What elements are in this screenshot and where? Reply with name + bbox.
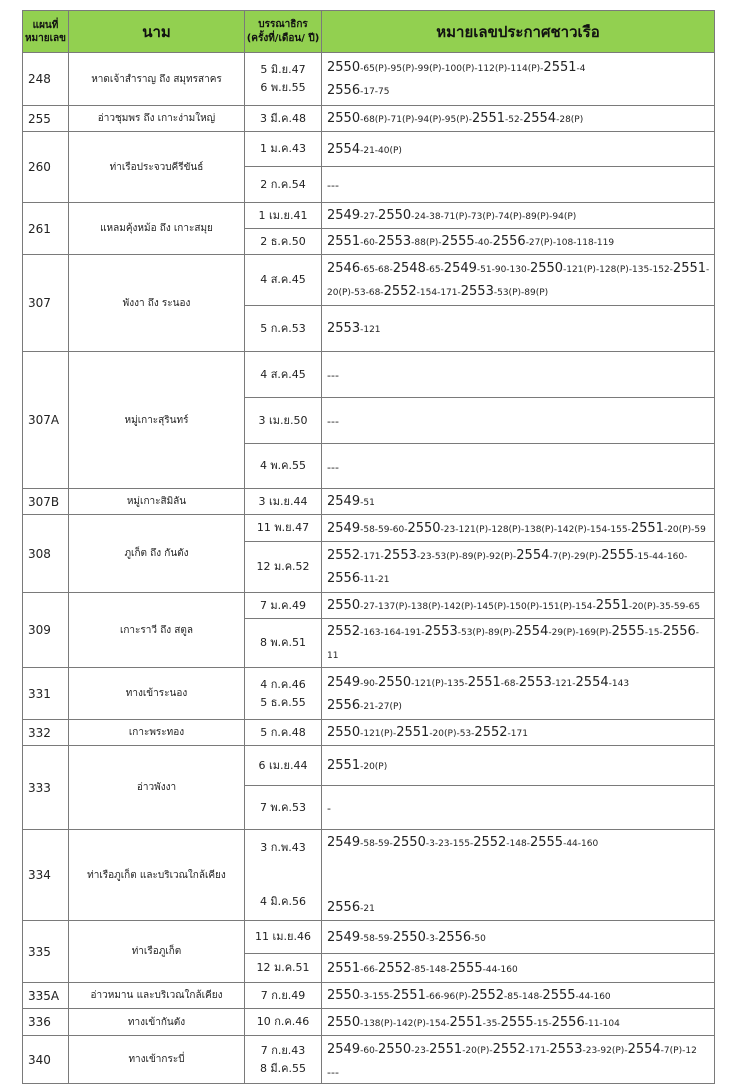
chart-number-cell: 307A [23, 352, 69, 489]
edition-date-cell: 7 ก.ย.43 8 มี.ค.55 [245, 1036, 322, 1084]
edition-date-cell: 11 พ.ย.47 [245, 515, 322, 542]
chart-number-cell: 340 [23, 1036, 69, 1084]
edition-date-cell: 12 ม.ค.51 [245, 954, 322, 983]
chart-name-cell: อ่าวชุมพร ถึง เกาะง่ามใหญ่ [69, 106, 245, 132]
ntm-numbers-cell: --- [322, 167, 715, 203]
edition-date-cell: 11 เม.ย.46 [245, 921, 322, 954]
table-row [23, 489, 715, 515]
ntm-numbers-cell: 2549-58-59-2550-3-2556-50 [322, 921, 715, 954]
ntm-numbers-cell: 2551-66-2552-85-148-2555-44-160 [322, 954, 715, 983]
edition-date-cell: 6 เม.ย.44 [245, 746, 322, 786]
chart-name-cell: หาดเจ้าสำราญ ถึง สมุทรสาคร [69, 53, 245, 106]
ntm-numbers-cell: 2549-90-2550-121(P)-135-2551-68-2553-121-2554-143 2556-21-27(P) [322, 668, 715, 720]
chart-number-cell: 255 [23, 106, 69, 132]
table-row [23, 203, 715, 229]
chart-number-cell: 336 [23, 1009, 69, 1036]
table-row [23, 720, 715, 746]
chart-name-cell: พังงา ถึง ระนอง [69, 255, 245, 352]
ntm-numbers-cell: 2549-58-59-60-2550-23-121(P)-128(P)-138(P)-142(P)-154-155-2551-20(P)-59 [322, 515, 715, 542]
edition-date-cell: 8 พ.ค.51 [245, 619, 322, 668]
table-body [23, 53, 715, 1084]
edition-date-cell: 7 พ.ค.53 [245, 786, 322, 830]
ntm-numbers-cell: 2551-20(P) [322, 746, 715, 786]
chart-name-cell: ทางเข้ากระบี่ [69, 1036, 245, 1084]
edition-date-cell: 3 เม.ย.44 [245, 489, 322, 515]
chart-number-cell: 308 [23, 515, 69, 593]
table-row [23, 746, 715, 786]
ntm-numbers-cell: 2552-163-164-191-2553-53(P)-89(P)-2554-29(P)-169(P)-2555-15-2556-11 [322, 619, 715, 668]
edition-date-cell: 3 เม.ย.50 [245, 398, 322, 444]
ntm-numbers-cell: - [322, 786, 715, 830]
chart-number-cell: 335A [23, 983, 69, 1009]
ntm-numbers-cell: 2553-121 [322, 306, 715, 352]
ntm-numbers-cell: 2550-121(P)-2551-20(P)-53-2552-171 [322, 720, 715, 746]
header-name: นาม [69, 11, 245, 53]
header-ntm-numbers: หมายเลขประกาศชาวเรือ [322, 11, 715, 53]
header-row [23, 11, 715, 53]
notice-to-mariners-table [22, 10, 715, 1084]
ntm-numbers-cell: 2550-138(P)-142(P)-154-2551-35-2555-15-2556-11-104 [322, 1009, 715, 1036]
ntm-numbers-cell: 2550-65(P)-95(P)-99(P)-100(P)-112(P)-114(P)-2551-4 2556-17-75 [322, 53, 715, 106]
table-row [23, 255, 715, 306]
ntm-numbers-cell: --- [322, 352, 715, 398]
table-row [23, 132, 715, 167]
ntm-numbers-cell: 2550-27-137(P)-138(P)-142(P)-145(P)-150(P)-151(P)-154-2551-20(P)-35-59-65 [322, 593, 715, 619]
ntm-numbers-cell: --- [322, 444, 715, 489]
chart-name-cell: ทางเข้าระนอง [69, 668, 245, 720]
chart-number-cell: 307B [23, 489, 69, 515]
ntm-numbers-cell: --- [322, 398, 715, 444]
table-row [23, 53, 715, 106]
table-row [23, 830, 715, 921]
edition-date-cell: 7 ม.ค.49 [245, 593, 322, 619]
header-chart-number-line1: แผนที่ [32, 19, 59, 31]
table-row [23, 106, 715, 132]
edition-date-cell: 5 ก.ค.53 [245, 306, 322, 352]
chart-name-cell: ภูเก็ต ถึง กันตัง [69, 515, 245, 593]
table-row [23, 352, 715, 398]
chart-name-cell: ท่าเรือภูเก็ต [69, 921, 245, 983]
edition-date-cell: 10 ก.ค.46 [245, 1009, 322, 1036]
chart-number-cell: 261 [23, 203, 69, 255]
ntm-numbers-cell: 2549-51 [322, 489, 715, 515]
chart-name-cell: ทางเข้ากันตัง [69, 1009, 245, 1036]
chart-number-cell: 307 [23, 255, 69, 352]
ntm-numbers-cell: 2549-58-59-2550-3-23-155-2552-148-2555-44-160 2556-21 [322, 830, 715, 921]
chart-number-cell: 260 [23, 132, 69, 203]
edition-date-cell: 4 ส.ค.45 [245, 352, 322, 398]
ntm-table-container [22, 10, 714, 1084]
edition-date-cell: 1 ม.ค.43 [245, 132, 322, 167]
chart-name-cell: แหลมคุ้งหม้อ ถึง เกาะสมุย [69, 203, 245, 255]
edition-date-cell: 3 ก.พ.43 4 มิ.ค.56 [245, 830, 322, 921]
chart-number-cell: 309 [23, 593, 69, 668]
table-row [23, 983, 715, 1009]
table-row [23, 1036, 715, 1084]
ntm-numbers-cell: 2551-60-2553-88(P)-2555-40-2556-27(P)-108-118-119 [322, 229, 715, 255]
edition-date-cell: 4 พ.ค.55 [245, 444, 322, 489]
table-row [23, 921, 715, 954]
edition-date-cell: 12 ม.ค.52 [245, 542, 322, 593]
edition-date-cell: 2 ธ.ค.50 [245, 229, 322, 255]
header-edition [245, 11, 322, 53]
edition-date-cell: 5 ก.ค.48 [245, 720, 322, 746]
chart-name-cell: เกาะพระทอง [69, 720, 245, 746]
header-chart-number [23, 11, 69, 53]
ntm-numbers-cell: 2552-171-2553-23-53(P)-89(P)-92(P)-2554-7(P)-29(P)-2555-15-44-160- 2556-11-21 [322, 542, 715, 593]
chart-name-cell: หมู่เกาะสุรินทร์ [69, 352, 245, 489]
header-chart-number-line2: หมายเลข [24, 32, 67, 44]
edition-date-cell: 2 ก.ค.54 [245, 167, 322, 203]
chart-number-cell: 333 [23, 746, 69, 830]
chart-number-cell: 248 [23, 53, 69, 106]
edition-date-cell: 3 มี.ค.48 [245, 106, 322, 132]
table-row [23, 593, 715, 619]
edition-date-cell: 1 เม.ย.41 [245, 203, 322, 229]
header-edition-line2: (ครั้งที่/เดือน/ ปี) [246, 32, 320, 44]
ntm-numbers-cell: 2554-21-40(P) [322, 132, 715, 167]
chart-name-cell: หมู่เกาะสิมิลัน [69, 489, 245, 515]
chart-number-cell: 334 [23, 830, 69, 921]
ntm-numbers-cell: 2549-60-2550-23-2551-20(P)-2552-171-2553-23-92(P)-2554-7(P)-12 --- [322, 1036, 715, 1084]
chart-name-cell: ท่าเรือประจวบคีรีขันธ์ [69, 132, 245, 203]
chart-number-cell: 332 [23, 720, 69, 746]
table-row [23, 515, 715, 542]
chart-number-cell: 331 [23, 668, 69, 720]
table-row [23, 668, 715, 720]
edition-date-cell: 7 ก.ย.49 [245, 983, 322, 1009]
header-edition-line1: บรรณาธิกร [258, 18, 308, 30]
chart-name-cell: อ่าวหมาน และบริเวณใกล้เคียง [69, 983, 245, 1009]
edition-date-cell: 4 ก.ค.46 5 ธ.ค.55 [245, 668, 322, 720]
edition-date-cell: 5 มิ.ย.47 6 พ.ย.55 [245, 53, 322, 106]
ntm-numbers-cell: 2546-65-68-2548-65-2549-51-90-130-2550-121(P)-128(P)-135-152-2551- 20(P)-53-68-2552-154-171-2553-53(P)-89(P) [322, 255, 715, 306]
ntm-numbers-cell: 2549-27-2550-24-38-71(P)-73(P)-74(P)-89(P)-94(P) [322, 203, 715, 229]
table-row [23, 1009, 715, 1036]
chart-name-cell: ท่าเรือภูเก็ต และบริเวณใกล้เคียง [69, 830, 245, 921]
chart-name-cell: อ่าวพังงา [69, 746, 245, 830]
edition-date-cell: 4 ส.ค.45 [245, 255, 322, 306]
ntm-numbers-cell: 2550-68(P)-71(P)-94(P)-95(P)-2551-52-2554-28(P) [322, 106, 715, 132]
chart-name-cell: เกาะราวี ถึง สตูล [69, 593, 245, 668]
ntm-numbers-cell: 2550-3-155-2551-66-96(P)-2552-85-148-2555-44-160 [322, 983, 715, 1009]
chart-number-cell: 335 [23, 921, 69, 983]
